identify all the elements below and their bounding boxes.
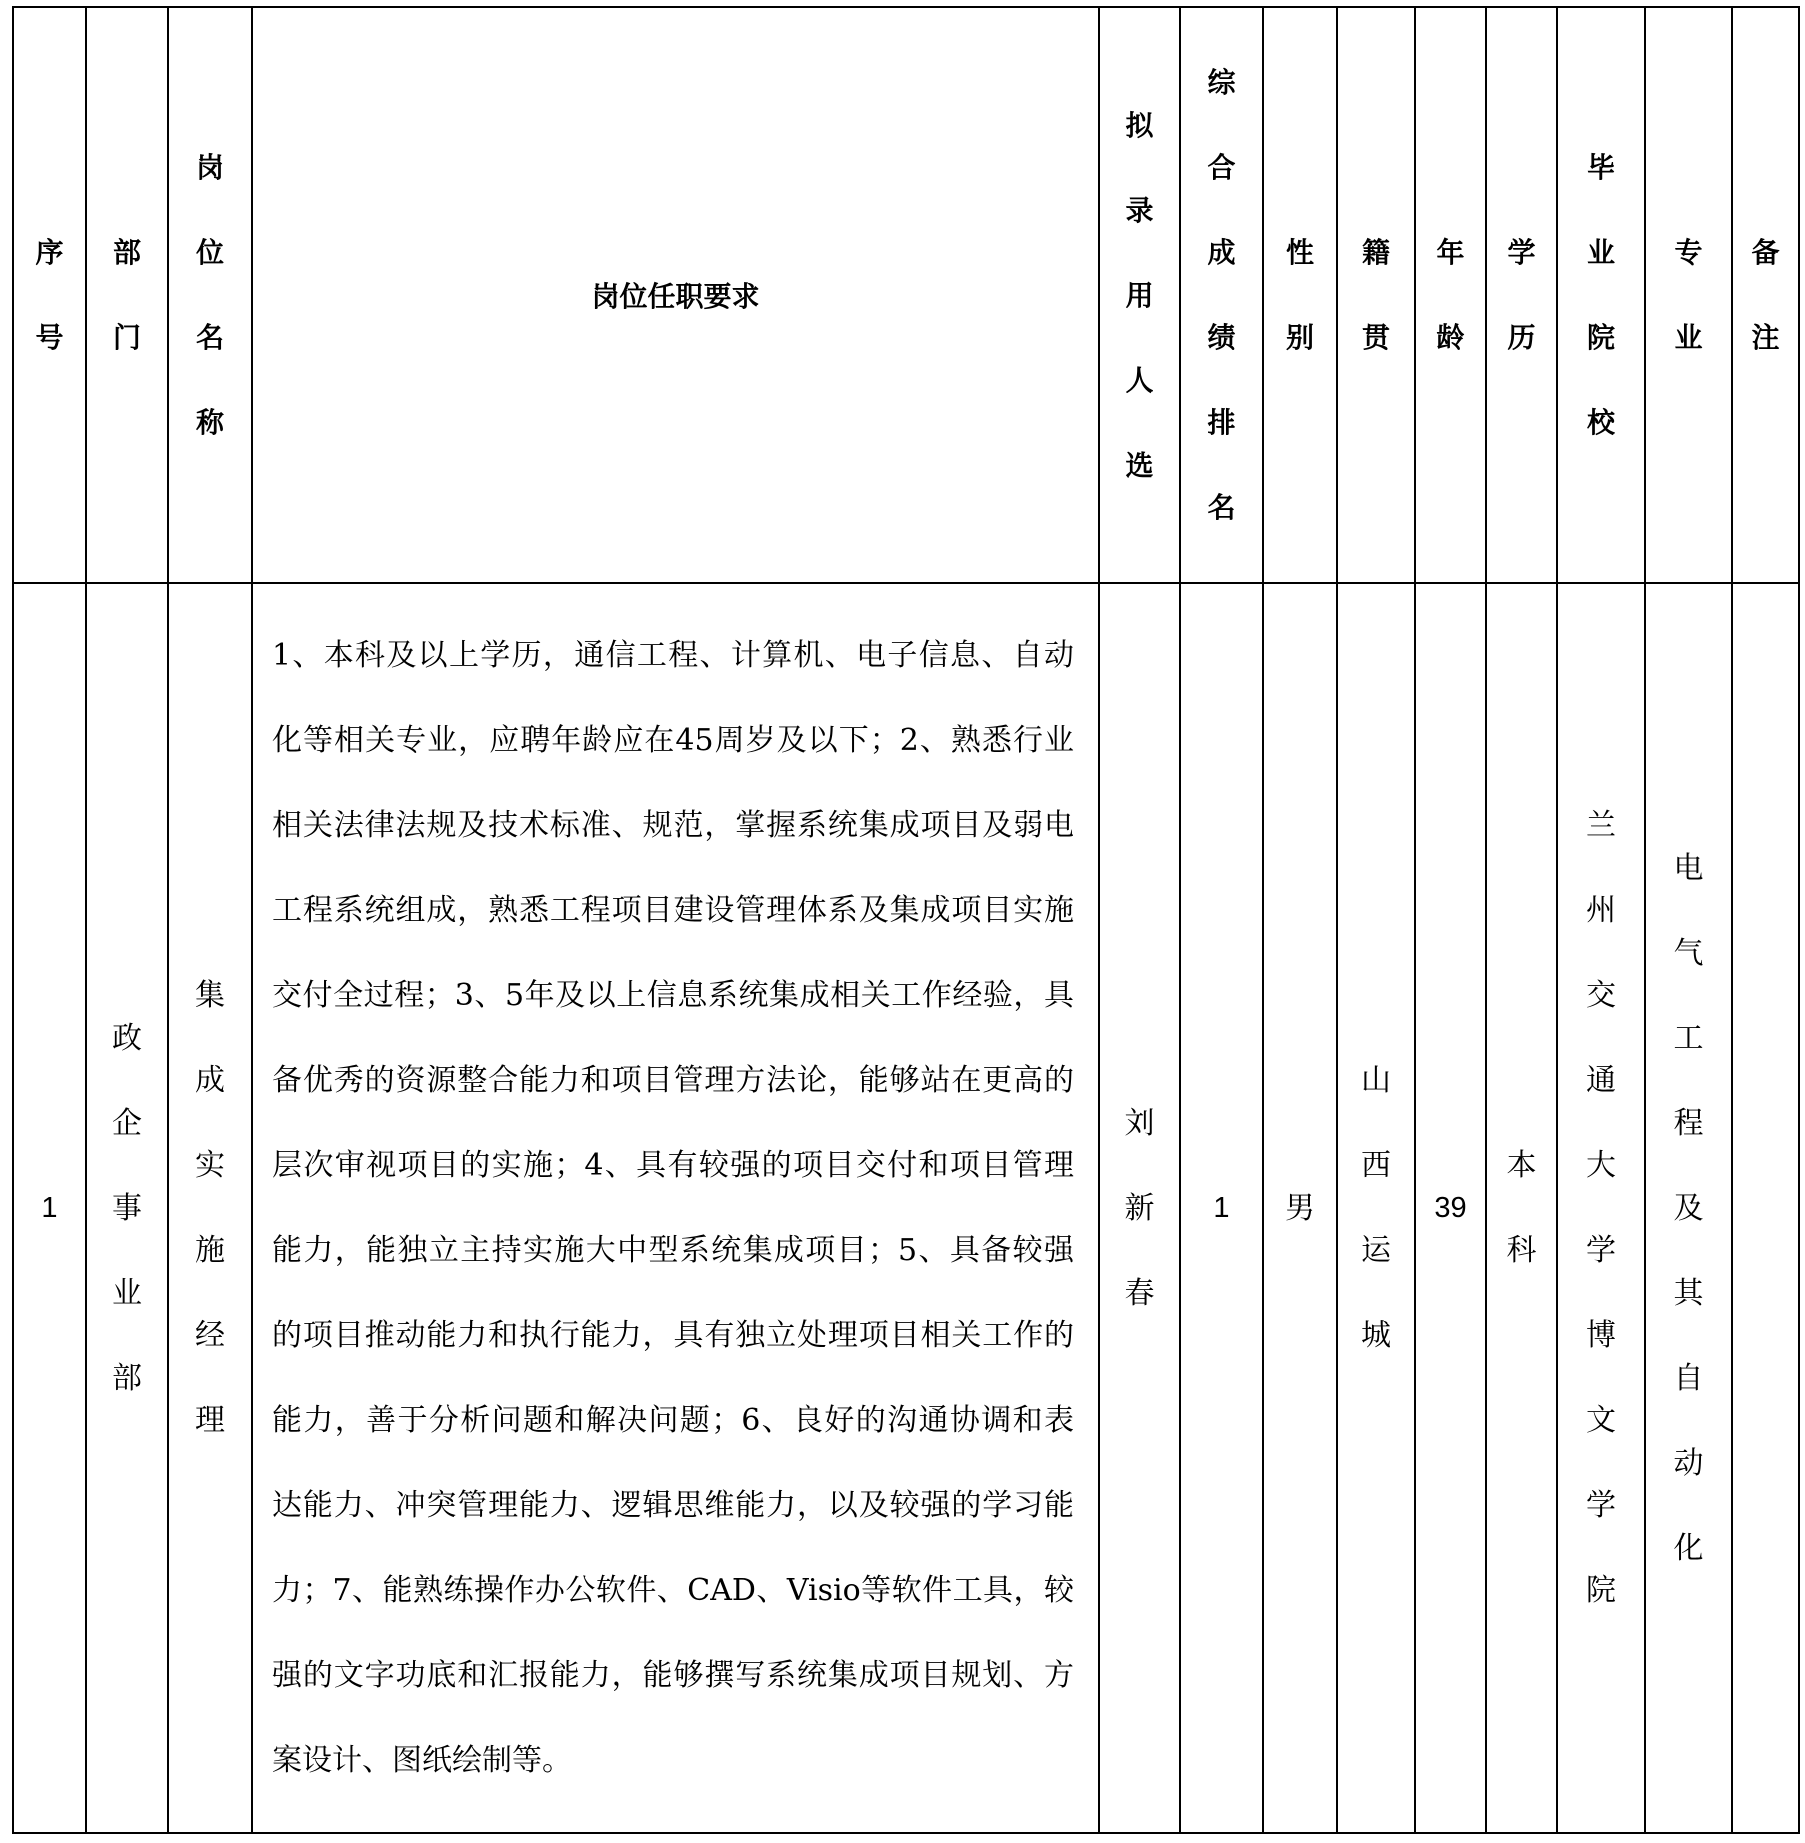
header-remarks: 备注 [1732,7,1799,583]
header-row [13,7,1799,583]
requirement-line: 备优秀的资源整合能力和项目管理方法论，能够站在更高的 [272,1063,1074,1098]
requirement-line: 达能力、冲突管理能力、逻辑思维能力，以及较强的学习能 [272,1488,1074,1523]
requirement-line: 能力，善于分析问题和解决问题；6、良好的沟通协调和表 [272,1403,1074,1438]
requirement-line: 相关法律法规及技术标准、规范，掌握系统集成项目及弱电 [272,808,1074,843]
document-page [12,6,1800,1834]
cell-department: 政企事业部 [86,583,168,1833]
cell-school: 兰州交通大学博文学院 [1557,583,1645,1833]
header-major: 专业 [1645,7,1732,583]
cell-major: 电气工程及其自动化 [1645,583,1732,1833]
cell-requirements [252,583,1099,1833]
header-school: 毕业院校 [1557,7,1645,583]
header-age: 年龄 [1415,7,1486,583]
header-candidate: 拟录用人选 [1099,7,1180,583]
requirement-line: 力；7、能熟练操作办公软件、CAD、Visio等软件工具，较 [272,1573,1074,1608]
requirement-line: 案设计、图纸绘制等。 [272,1743,572,1778]
requirement-line: 强的文字功底和汇报能力，能够撰写系统集成项目规划、方 [272,1658,1074,1693]
requirement-line: 交付全过程；3、5年及以上信息系统集成相关工作经验，具 [272,978,1074,1013]
requirement-line: 层次审视项目的实施；4、具有较强的项目交付和项目管理 [272,1148,1074,1183]
header-gender: 性别 [1263,7,1337,583]
header-department: 部门 [86,7,168,583]
cell-age: 39 [1415,583,1486,1833]
table-row [13,583,1799,1833]
cell-rank: 1 [1180,583,1263,1833]
header-requirements: 岗位任职要求 [252,7,1099,583]
cell-candidate: 刘新春 [1099,583,1180,1833]
requirement-line: 工程系统组成，熟悉工程项目建设管理体系及集成项目实施 [272,893,1074,928]
cell-position: 集成实施经理 [168,583,252,1833]
cell-origin: 山西运城 [1337,583,1415,1833]
header-position: 岗位名称 [168,7,252,583]
header-education: 学历 [1486,7,1557,583]
cell-seq: 1 [13,583,86,1833]
requirement-line: 1、本科及以上学历，通信工程、计算机、电子信息、自动 [272,638,1074,673]
header-rank: 综合成绩排名 [1180,7,1263,583]
requirement-line: 能力，能独立主持实施大中型系统集成项目；5、具备较强 [272,1233,1074,1268]
cell-gender: 男 [1263,583,1337,1833]
header-origin: 籍贯 [1337,7,1415,583]
recruitment-table [12,6,1800,1834]
requirement-line: 的项目推动能力和执行能力，具有独立处理项目相关工作的 [272,1318,1074,1353]
cell-remarks [1732,583,1799,1833]
cell-education: 本科 [1486,583,1557,1833]
header-seq: 序号 [13,7,86,583]
requirement-line: 化等相关专业，应聘年龄应在45周岁及以下；2、熟悉行业 [272,723,1074,758]
